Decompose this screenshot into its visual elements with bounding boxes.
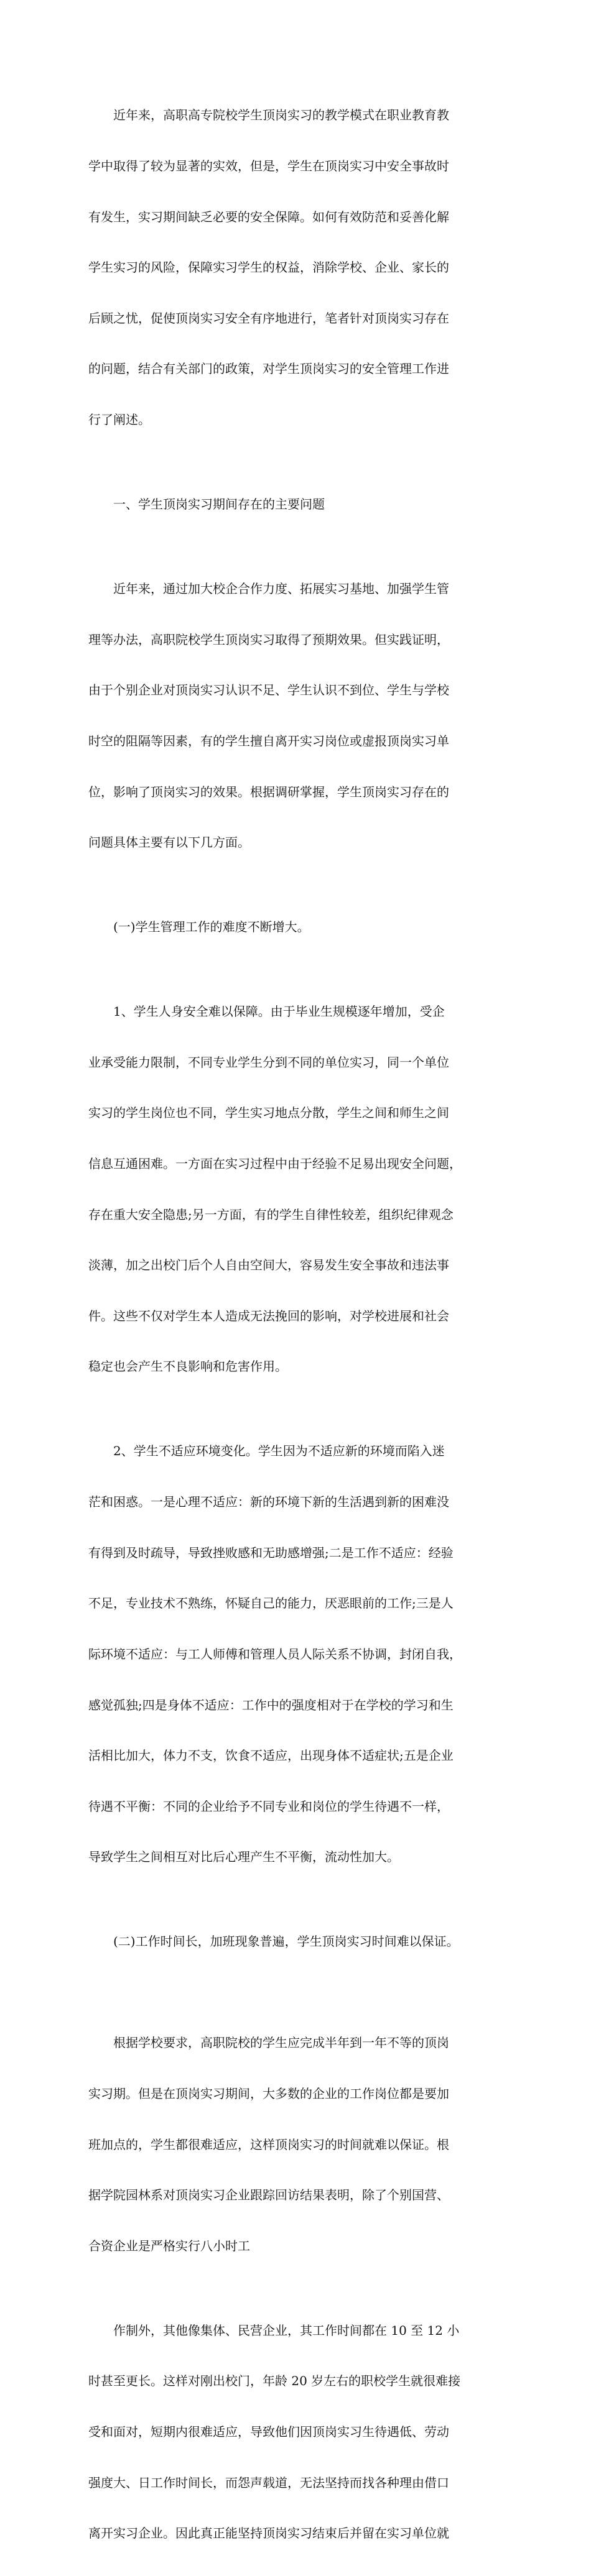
text-line: 有得到及时疏导，导致挫败感和无助感增强;二是工作不适应：经验 xyxy=(88,1545,454,1560)
text-line: 2、学生不适应环境变化。学生因为不适应新的环境而陷入迷 xyxy=(113,1443,445,1459)
text-line: 茫和困惑。一是心理不适应：新的环境下新的生活遇到新的困难没 xyxy=(88,1494,449,1510)
text-line: 的问题，结合有关部门的政策，对学生顶岗实习的安全管理工作进 xyxy=(88,361,449,377)
text-line: 实习的学生岗位也不同，学生实习地点分散，学生之间和师生之间 xyxy=(88,1105,449,1121)
text-line: 近年来，高职高专院校学生顶岗实习的教学模式在职业教育教 xyxy=(113,108,449,123)
text-line: 不足，专业技术不熟练，怀疑自己的能力，厌恶眼前的工作;三是人 xyxy=(88,1596,454,1611)
text-line: 近年来，通过加大校企合作力度、拓展实习基地、加强学生管 xyxy=(113,581,449,597)
text-line: 稳定也会产生不良影响和危害作用。 xyxy=(88,1359,287,1374)
document-body xyxy=(88,73,509,2576)
text-line: 学中取得了较为显著的实效，但是，学生在顶岗实习中安全事故时 xyxy=(88,159,449,174)
section-heading xyxy=(88,462,509,547)
text-line: 行了阐述。 xyxy=(88,412,151,428)
text-line: 信息互通困难。一方面在实习过程中由于经验不足易出现安全问题， xyxy=(88,1156,462,1171)
text-line: 离开实习企业。因此真正能坚持顶岗实习结束后并留在实习单位就 xyxy=(88,2526,449,2541)
text-line: 问题具体主要有以下几方面。 xyxy=(88,835,250,850)
text-line: 由于个别企业对顶岗实习认识不足、学生认识不到位、学生与学校 xyxy=(88,683,449,698)
text-line: 强度大、日工作时间长，而怨声载道，无法坚持而找各种理由借口 xyxy=(88,2475,449,2490)
paragraph-schedule xyxy=(88,2001,509,2288)
text-line: 1、学生人身安全难以保障。由于毕业生规模逐年增加，受企 xyxy=(113,1004,445,1019)
subsection-heading xyxy=(88,885,509,970)
paragraph-intro xyxy=(88,73,509,462)
text-line: 据学院园林系对顶岗实习企业跟踪回访结果表明，除了个别国营、 xyxy=(88,2187,449,2203)
text-line: 际环境不适应：与工人师傅和管理人员人际关系不协调，封闭自我， xyxy=(88,1646,462,1662)
text-line: 有发生，实习期间缺乏必要的安全保障。如何有效防范和妥善化解 xyxy=(88,209,449,224)
text-line: 一、学生顶岗实习期间存在的主要问题 xyxy=(113,497,325,512)
paragraph-problems xyxy=(88,547,509,885)
text-line: 时空的阻隔等因素，有的学生擅自离开实习岗位或虚报顶岗实习单 xyxy=(88,733,449,748)
text-line: (二)工作时间长，加班现象普遍，学生顶岗实习时间难以保证。 xyxy=(113,1934,459,1949)
text-line: 合资企业是严格实行八小时工 xyxy=(88,2238,250,2253)
text-line: 件。这些不仅对学生本人造成无法挽回的影响，对学校进展和社会 xyxy=(88,1308,449,1323)
text-line: 活相比加大，体力不支，饮食不适应，出现身体不适症状;五是企业 xyxy=(88,1748,454,1764)
paragraph-safety xyxy=(88,970,509,1409)
text-line: 感觉孤独;四是身体不适应：工作中的强度相对于在学校的学习和生 xyxy=(88,1697,454,1713)
text-line: 作制外，其他像集体、民营企业，其工作时间都在 10 至 12 小 xyxy=(113,2322,460,2338)
text-line: 待遇不平衡：不同的企业给予不同专业和岗位的学生待遇不一样， xyxy=(88,1798,449,1814)
text-line: 业承受能力限制，不同专业学生分到不同的单位实习，同一个单位 xyxy=(88,1054,449,1070)
subsection-heading xyxy=(88,1900,509,1984)
text-line: 淡薄，加之出校门后个人自由空间大，容易发生安全事故和违法事 xyxy=(88,1258,449,1273)
text-line: 时甚至更长。这样对刚出校门，年龄 20 岁左右的职校学生就很难接 xyxy=(88,2373,461,2389)
text-line: 位，影响了顶岗实习的效果。根据调研掌握，学生顶岗实习存在的 xyxy=(88,784,449,799)
text-line: 班加点的，学生都很难适应，这样顶岗实习的时间就难以保证。根 xyxy=(88,2137,449,2152)
text-line: 导致学生之间相互对比后心理产生不平衡，流动性加大。 xyxy=(88,1849,399,1865)
text-line: 后顾之忧，促使顶岗实习安全有序地进行，笔者针对顶岗实习存在 xyxy=(88,310,449,326)
text-line: 根据学校要求，高职院校的学生应完成半年到一年不等的顶岗 xyxy=(113,2035,449,2051)
paragraph-adapt xyxy=(88,1409,509,1900)
text-line: 理等办法，高职院校学生顶岗实习取得了预期效果。但实践证明， xyxy=(88,632,449,647)
text-line: 受和面对，短期内很难适应，导致他们因顶岗实习生待遇低、劳动 xyxy=(88,2424,449,2440)
paragraph-hours xyxy=(88,2288,509,2575)
text-line: 存在重大安全隐患;另一方面，有的学生自律性较差，组织纪律观念 xyxy=(88,1207,454,1222)
text-line: (一)学生管理工作的难度不断增大。 xyxy=(113,919,310,935)
text-line: 实习期。但是在顶岗实习期间，大多数的企业的工作岗位都是要加 xyxy=(88,2086,449,2101)
text-line: 学生实习的风险，保障实习学生的权益，消除学校、企业、家长的 xyxy=(88,260,449,275)
